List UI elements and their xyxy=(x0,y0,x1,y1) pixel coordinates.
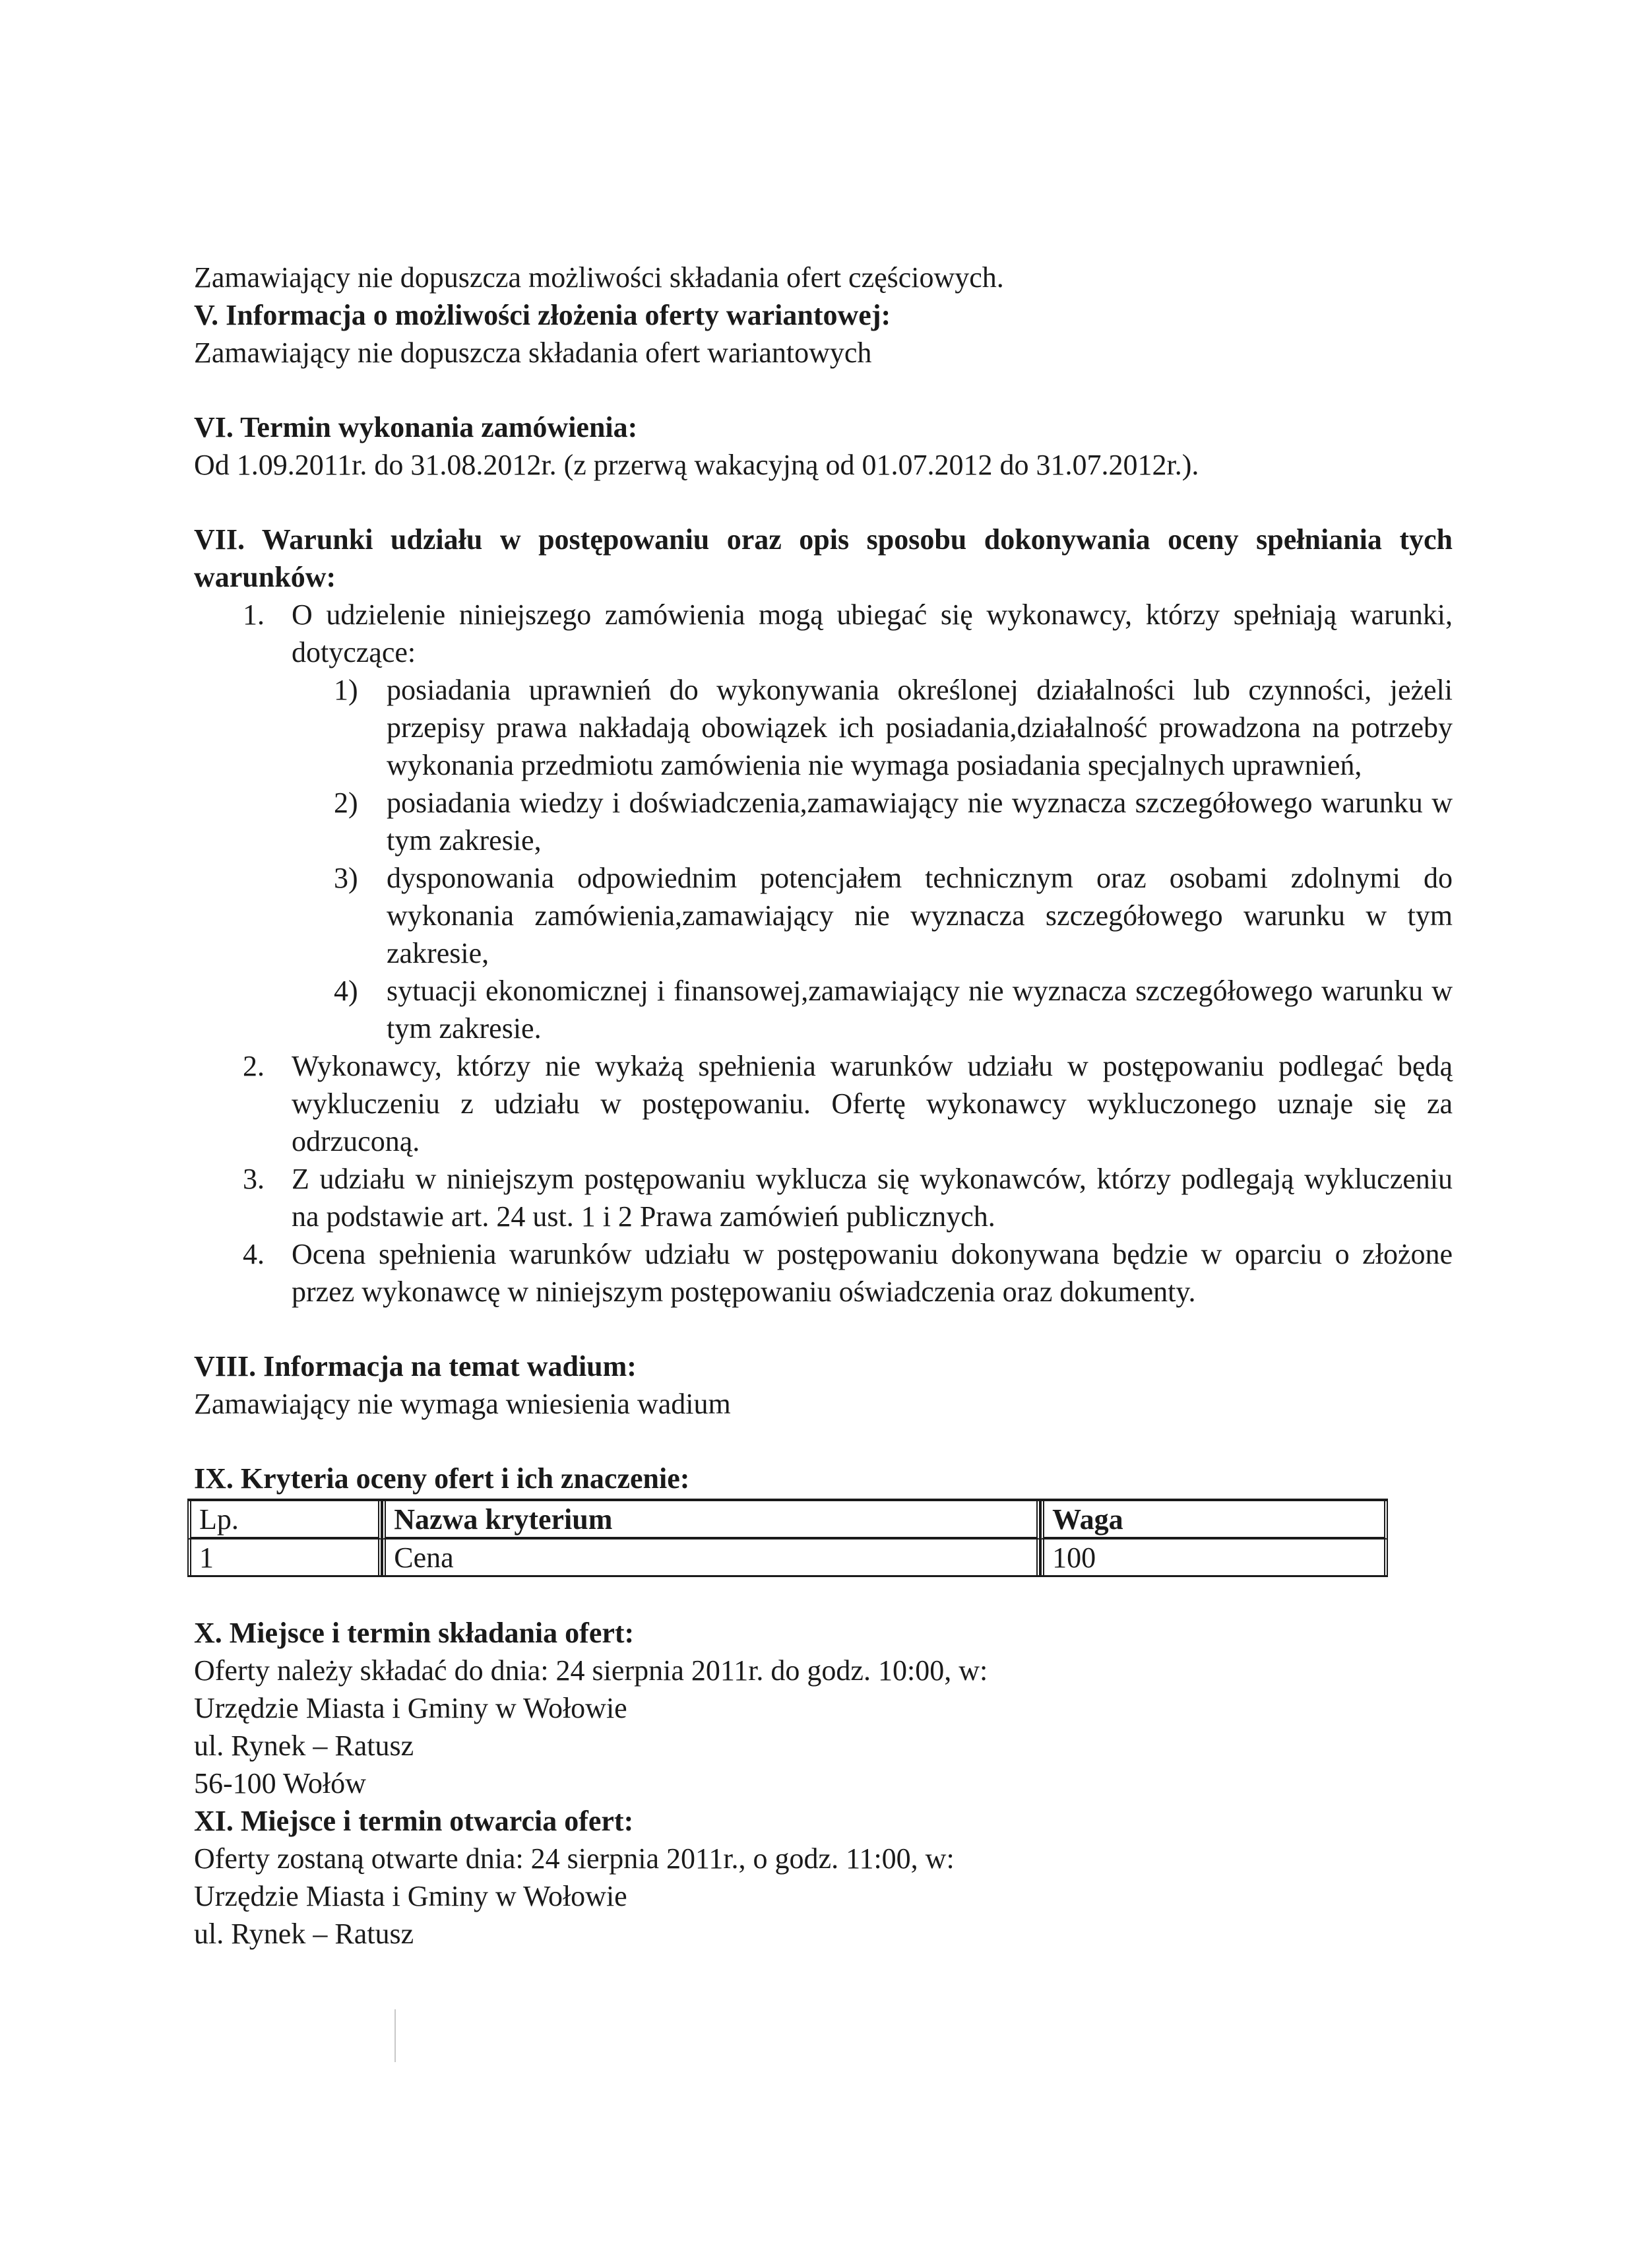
condition-subitem-1 xyxy=(194,671,1453,784)
submission-deadline: Oferty należy składać do dnia: 24 sierpnia 2011r. do godz. 10:00, w: xyxy=(194,1654,988,1687)
condition-item-2 xyxy=(194,1047,1453,1160)
table-row xyxy=(187,1539,1388,1575)
section-x-heading: X. Miejsce i termin składania ofert: xyxy=(194,1617,635,1649)
item-number: 1. xyxy=(243,599,265,631)
condition-subitem-2 xyxy=(194,784,1453,859)
section-ix-heading: IX. Kryteria oceny ofert i ich znaczenie: xyxy=(194,1462,690,1495)
subitem-number: 3) xyxy=(334,862,358,894)
submission-office: Urzędzie Miasta i Gminy w Wołowie xyxy=(194,1692,627,1724)
opening-date: Oferty zostaną otwarte dnia: 24 sierpnia 2011r., o godz. 11:00, w: xyxy=(194,1842,955,1875)
subitem-number: 4) xyxy=(334,975,358,1007)
subitem-text: posiadania wiedzy i doświadczenia,zamawiający nie wyznacza szczegółowego warunku w tym zakresie, xyxy=(387,787,1453,857)
opening-street: ul. Rynek – Ratusz xyxy=(194,1918,414,1950)
spacer xyxy=(194,484,1453,521)
condition-item-1 xyxy=(194,596,1453,671)
section-viii-heading: VIII. Informacja na temat wadium: xyxy=(194,1350,637,1382)
section-vi-heading: VI. Termin wykonania zamówienia: xyxy=(194,411,638,443)
section-v-heading: V. Informacja o możliwości złożenia oferty wariantowej: xyxy=(194,299,891,331)
item-text: Z udziału w niniejszym postępowaniu wyklucza się wykonawców, którzy podlegają wykluczeniu na podstawie art. 24 ust. 1 i 2 Prawa zamówień publicznych. xyxy=(292,1163,1453,1233)
cell-lp: 1 xyxy=(187,1539,382,1575)
condition-subitem-4 xyxy=(194,972,1453,1047)
cell-criterion: Cena xyxy=(382,1539,1040,1575)
item-number: 4. xyxy=(243,1238,265,1270)
condition-item-3 xyxy=(194,1160,1453,1235)
submission-postcode: 56-100 Wołów xyxy=(194,1767,366,1799)
condition-item-4 xyxy=(194,1235,1453,1311)
spacer xyxy=(194,372,1453,408)
item-number: 2. xyxy=(243,1050,265,1082)
subitem-number: 2) xyxy=(334,787,358,819)
subitem-text: posiadania uprawnień do wykonywania określonej działalności lub czynności, jeżeli przepisy prawa nakładają obowiązek ich posiadania,działalność prowadzona na potrzeby wykonania przedmiotu zamówienia nie wymaga posiadania specjalnych uprawnień, xyxy=(387,674,1453,781)
document-body xyxy=(194,259,1453,1953)
table-header-row xyxy=(187,1501,1388,1539)
opening-office: Urzędzie Miasta i Gminy w Wołowie xyxy=(194,1880,627,1912)
scan-artifact-line xyxy=(394,2009,396,2062)
subitem-number: 1) xyxy=(334,674,358,706)
spacer xyxy=(194,1423,1453,1460)
section-vii-heading: VII. Warunki udziału w postępowaniu oraz opis sposobu dokonywania oceny spełniania tych warunków: xyxy=(194,523,1453,593)
section-viii-text: Zamawiający nie wymaga wniesienia wadium xyxy=(194,1388,731,1420)
column-header-criterion: Nazwa kryterium xyxy=(382,1501,1040,1539)
item-text: Wykonawcy, którzy nie wykażą spełnienia warunków udziału w postępowaniu podlegać będą wykluczeniu z udziału w postępowaniu. Ofertę wykonawcy wykluczonego uznaje się za odrzuconą. xyxy=(292,1050,1453,1157)
submission-street: ul. Rynek – Ratusz xyxy=(194,1730,414,1762)
spacer xyxy=(194,1577,1453,1614)
partial-offers-statement: Zamawiający nie dopuszcza możliwości składania ofert częściowych. xyxy=(194,261,1004,294)
column-header-lp: Lp. xyxy=(187,1501,382,1539)
section-vi-text: Od 1.09.2011r. do 31.08.2012r. (z przerwą wakacyjną od 01.07.2012 do 31.07.2012r.). xyxy=(194,449,1199,481)
item-text: Ocena spełnienia warunków udziału w postępowaniu dokonywana będzie w oparciu o złożone przez wykonawcę w niniejszym postępowaniu oświadczenia oraz dokumenty. xyxy=(292,1238,1453,1308)
item-number: 3. xyxy=(243,1163,265,1195)
subitem-text: sytuacji ekonomicznej i finansowej,zamawiający nie wyznacza szczegółowego warunku w tym zakresie. xyxy=(387,975,1453,1045)
condition-subitem-3 xyxy=(194,859,1453,972)
cell-weight: 100 xyxy=(1040,1539,1388,1575)
spacer xyxy=(194,1311,1453,1347)
column-header-weight: Waga xyxy=(1040,1501,1388,1539)
criteria-table xyxy=(187,1499,1388,1577)
section-xi-heading: XI. Miejsce i termin otwarcia ofert: xyxy=(194,1805,634,1837)
section-v-text: Zamawiający nie dopuszcza składania ofert wariantowych xyxy=(194,337,872,369)
item-text: O udzielenie niniejszego zamówienia mogą ubiegać się wykonawcy, którzy spełniają warunki, dotyczące: xyxy=(292,599,1453,668)
subitem-text: dysponowania odpowiednim potencjałem technicznym oraz osobami zdolnymi do wykonania zamówienia,zamawiający nie wyznacza szczegółowego warunku w tym zakresie, xyxy=(387,862,1453,969)
